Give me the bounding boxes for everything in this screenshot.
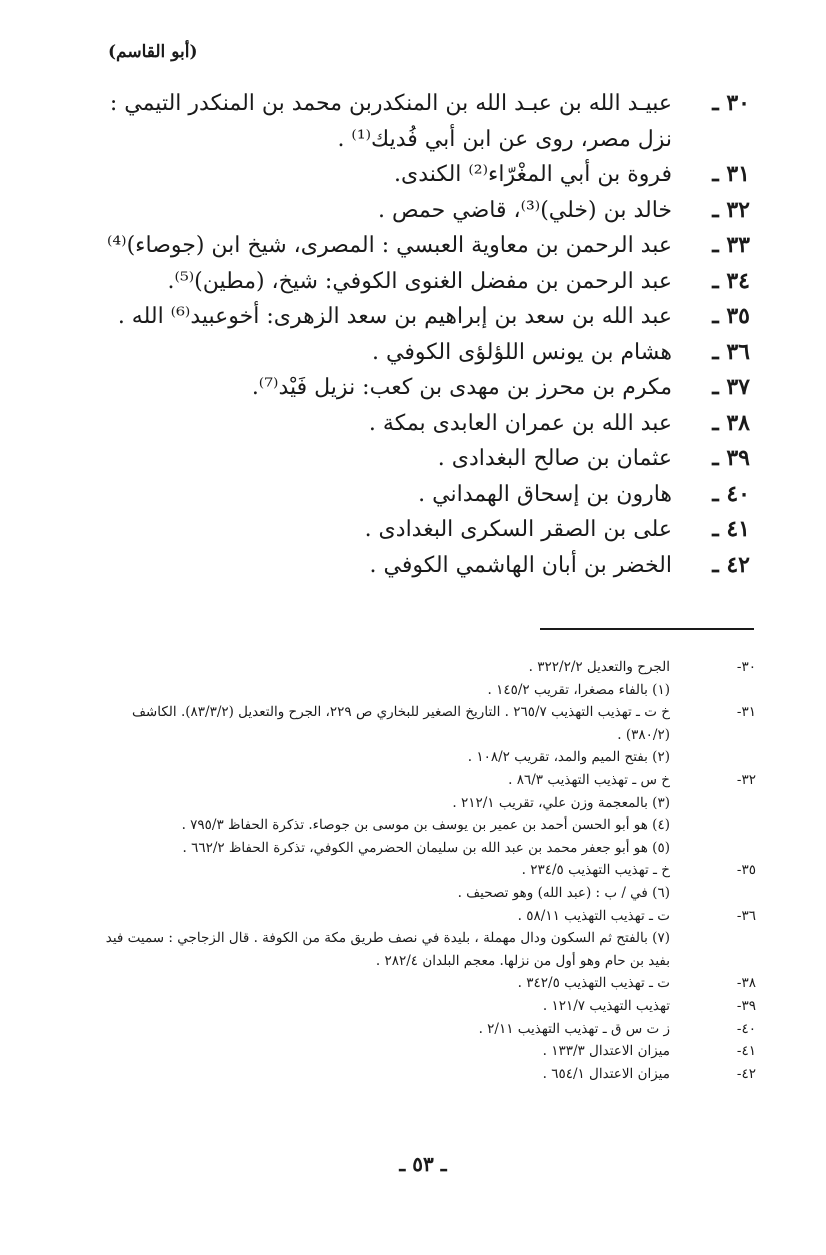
entry-number: ٤٠ ـ xyxy=(712,480,750,507)
footnote xyxy=(96,837,758,860)
footnote xyxy=(96,656,758,679)
footnote-number xyxy=(670,792,758,815)
entry-32 xyxy=(90,193,750,229)
footnote xyxy=(96,814,758,837)
entry-text: عبد الله بن عمران العابدى بمكة . xyxy=(368,410,672,436)
entry-number: ٣٤ ـ xyxy=(712,267,750,294)
footnote-number: ٤١- xyxy=(736,1043,756,1060)
footnote-number: ٤٢- xyxy=(736,1065,756,1082)
footnote-text: (٥) هو أبو جعفر محمد بن عبد الله بن سليمان الحضرمي الكوفي، تذكرة الحفاظ ٦٦٢/٢ . xyxy=(182,839,670,856)
footnote-number xyxy=(670,679,758,702)
page-number: ـ ٥٣ ـ xyxy=(399,1152,447,1176)
entry-text: الخضر بن أبان الهاشمي الكوفي . xyxy=(369,552,672,578)
entry-text: عبد الرحمن بن معاوية العبسي : المصرى، شيخ ابن (جوصاء)⁽⁴⁾ xyxy=(106,233,672,258)
footnote-text: خ ت ـ تهذيب التهذيب ٢٦٥/٧ . التاريخ الصغير للبخاري ص ٢٢٩، الجرح والتعديل (٨٣/٣/٢). الكاشف (٣٨٠/٢) . xyxy=(131,704,670,743)
footnote-number xyxy=(670,927,758,972)
entry-text: خالد بن (خلي)⁽³⁾، قاضي حمص . xyxy=(377,197,672,223)
footnote-text: (٧) بالفتح ثم السكون ودال مهملة ، بليدة في نصف طريق مكة من الكوفة . قال الزجاجي : سميت فيد بفيد بن حام وهو أول من نزلها. معجم البلدان ٢٨٢/٤ . xyxy=(105,930,670,969)
footnote-text: (٢) بفتح الميم والمد، تقريب ١٠٨/٢ . xyxy=(467,749,670,766)
entry-text: عبد الرحمن بن مفضل الغنوى الكوفي: شيخ، (مطين)⁽⁵⁾. xyxy=(167,268,672,294)
entry-30 xyxy=(90,86,750,157)
entry-text: على بن الصقر السكرى البغدادى . xyxy=(364,517,672,542)
entry-31 xyxy=(90,157,750,193)
entry-number: ٣٢ ـ xyxy=(712,196,750,223)
entry-text: عبد الله بن سعد بن إبراهيم بن سعد الزهرى: أخوعبيد⁽⁶⁾ الله . xyxy=(117,304,672,329)
footnote-text: (١) بالفاء مصغرا، تقريب ١٤٥/٢ . xyxy=(487,681,670,698)
footnote-number xyxy=(670,814,758,837)
footnote xyxy=(96,1063,758,1086)
footnote-text: ميزان الاعتدال ١٣٣/٣ . xyxy=(542,1043,670,1060)
footnote xyxy=(96,859,758,882)
footnote xyxy=(96,1040,758,1063)
entries-list xyxy=(90,86,750,583)
entry-34 xyxy=(90,264,750,300)
footnote-text: ز ت س ق ـ تهذيب التهذيب ٢/١١ . xyxy=(478,1020,670,1037)
footnote xyxy=(96,1018,758,1041)
entry-41 xyxy=(90,512,750,548)
page-header: (أبو القاسم) xyxy=(108,42,198,62)
footnote-number xyxy=(670,882,758,905)
footnote-text: ت ـ تهذيب التهذيب ٣٤٢/٥ . xyxy=(517,975,670,992)
entry-text: فروة بن أبي المغْرّاء⁽²⁾ الكندى. xyxy=(394,162,672,187)
entry-number: ٤١ ـ xyxy=(712,516,750,542)
entry-37 xyxy=(90,370,750,406)
footnote-number xyxy=(670,837,758,860)
entry-35 xyxy=(90,299,750,335)
entry-36 xyxy=(90,335,750,371)
entry-number: ٣٥ ـ xyxy=(712,303,750,329)
footnote-number: ٣٨- xyxy=(736,975,756,992)
footnote-number: ٣٢- xyxy=(736,771,756,788)
footnote xyxy=(96,995,758,1018)
footnote-text: (٣) بالمعجمة وزن علي، تقريب ٢١٢/١ . xyxy=(452,794,670,811)
footnote-number: ٣٠- xyxy=(736,659,756,675)
footnote xyxy=(96,679,758,702)
footnote-number: ٣٦- xyxy=(736,907,756,924)
entry-number: ٣٦ ـ xyxy=(712,338,750,365)
entry-number: ٣٠ ـ xyxy=(712,90,750,116)
footnote xyxy=(96,792,758,815)
entry-40 xyxy=(90,477,750,513)
footnote xyxy=(96,882,758,905)
footnote xyxy=(96,972,758,995)
entry-42 xyxy=(90,548,750,584)
entry-33 xyxy=(90,228,750,264)
footnote-number: ٤٠- xyxy=(736,1020,756,1037)
footnote xyxy=(96,905,758,928)
entry-38 xyxy=(90,406,750,442)
entry-39 xyxy=(90,441,750,477)
footnote-number: ٣٩- xyxy=(736,997,756,1014)
footnote-text: ت ـ تهذيب التهذيب ٥٨/١١ . xyxy=(517,907,670,924)
entry-text: هارون بن إسحاق الهمداني . xyxy=(418,481,672,507)
footnote xyxy=(96,746,758,769)
entry-text: مكرم بن محرز بن مهدى بن كعب: نزيل فَيْد⁽⁷⁾. xyxy=(251,375,672,400)
footnote-text: تهذيب التهذيب ١٢١/٧ . xyxy=(542,997,670,1014)
entry-number: ٣٨ ـ xyxy=(712,409,750,436)
footnote-text: (٤) هو أبو الحسن أحمد بن عمير بن يوسف بن موسى بن جوصاء. تذكرة الحفاظ ٧٩٥/٣ . xyxy=(181,817,670,834)
footnote-text: خ ـ تهذيب التهذيب ٢٣٤/٥ . xyxy=(521,862,670,879)
entry-text: عبيـد الله بن عبـد الله بن المنكدربن محمد بن المنكدر التيمي : نزل مصر، روى عن ابن أبي فُديك⁽¹⁾ . xyxy=(109,91,672,152)
footnote-number: ٣١- xyxy=(736,704,756,721)
entry-number: ٣٣ ـ xyxy=(712,232,750,258)
footnote-divider xyxy=(540,628,754,630)
footnote-number: ٣٥- xyxy=(736,862,756,879)
entry-number: ٣٧ ـ xyxy=(712,374,750,400)
footnote-text: خ س ـ تهذيب التهذيب ٨٦/٣ . xyxy=(508,771,670,788)
footnotes-list xyxy=(96,656,758,1085)
footnote-number xyxy=(670,746,758,769)
footnote xyxy=(96,769,758,792)
entry-text: عثمان بن صالح البغدادى . xyxy=(437,446,672,471)
footnote-text: ميزان الاعتدال ٦٥٤/١ . xyxy=(542,1065,670,1082)
entry-number: ٣٩ ـ xyxy=(712,445,750,471)
footnote xyxy=(96,927,758,972)
entry-number: ٣١ ـ xyxy=(712,161,750,187)
footnote-text: الجرح والتعديل ٣٢٢/٢/٢ . xyxy=(528,659,670,675)
footnote-text: (٦) في / ب : (عبد الله) وهو تصحيف . xyxy=(457,884,670,901)
footnote xyxy=(96,701,758,746)
entry-text: هشام بن يونس اللؤلؤى الكوفي . xyxy=(372,339,672,365)
entry-number: ٤٢ ـ xyxy=(712,551,750,578)
